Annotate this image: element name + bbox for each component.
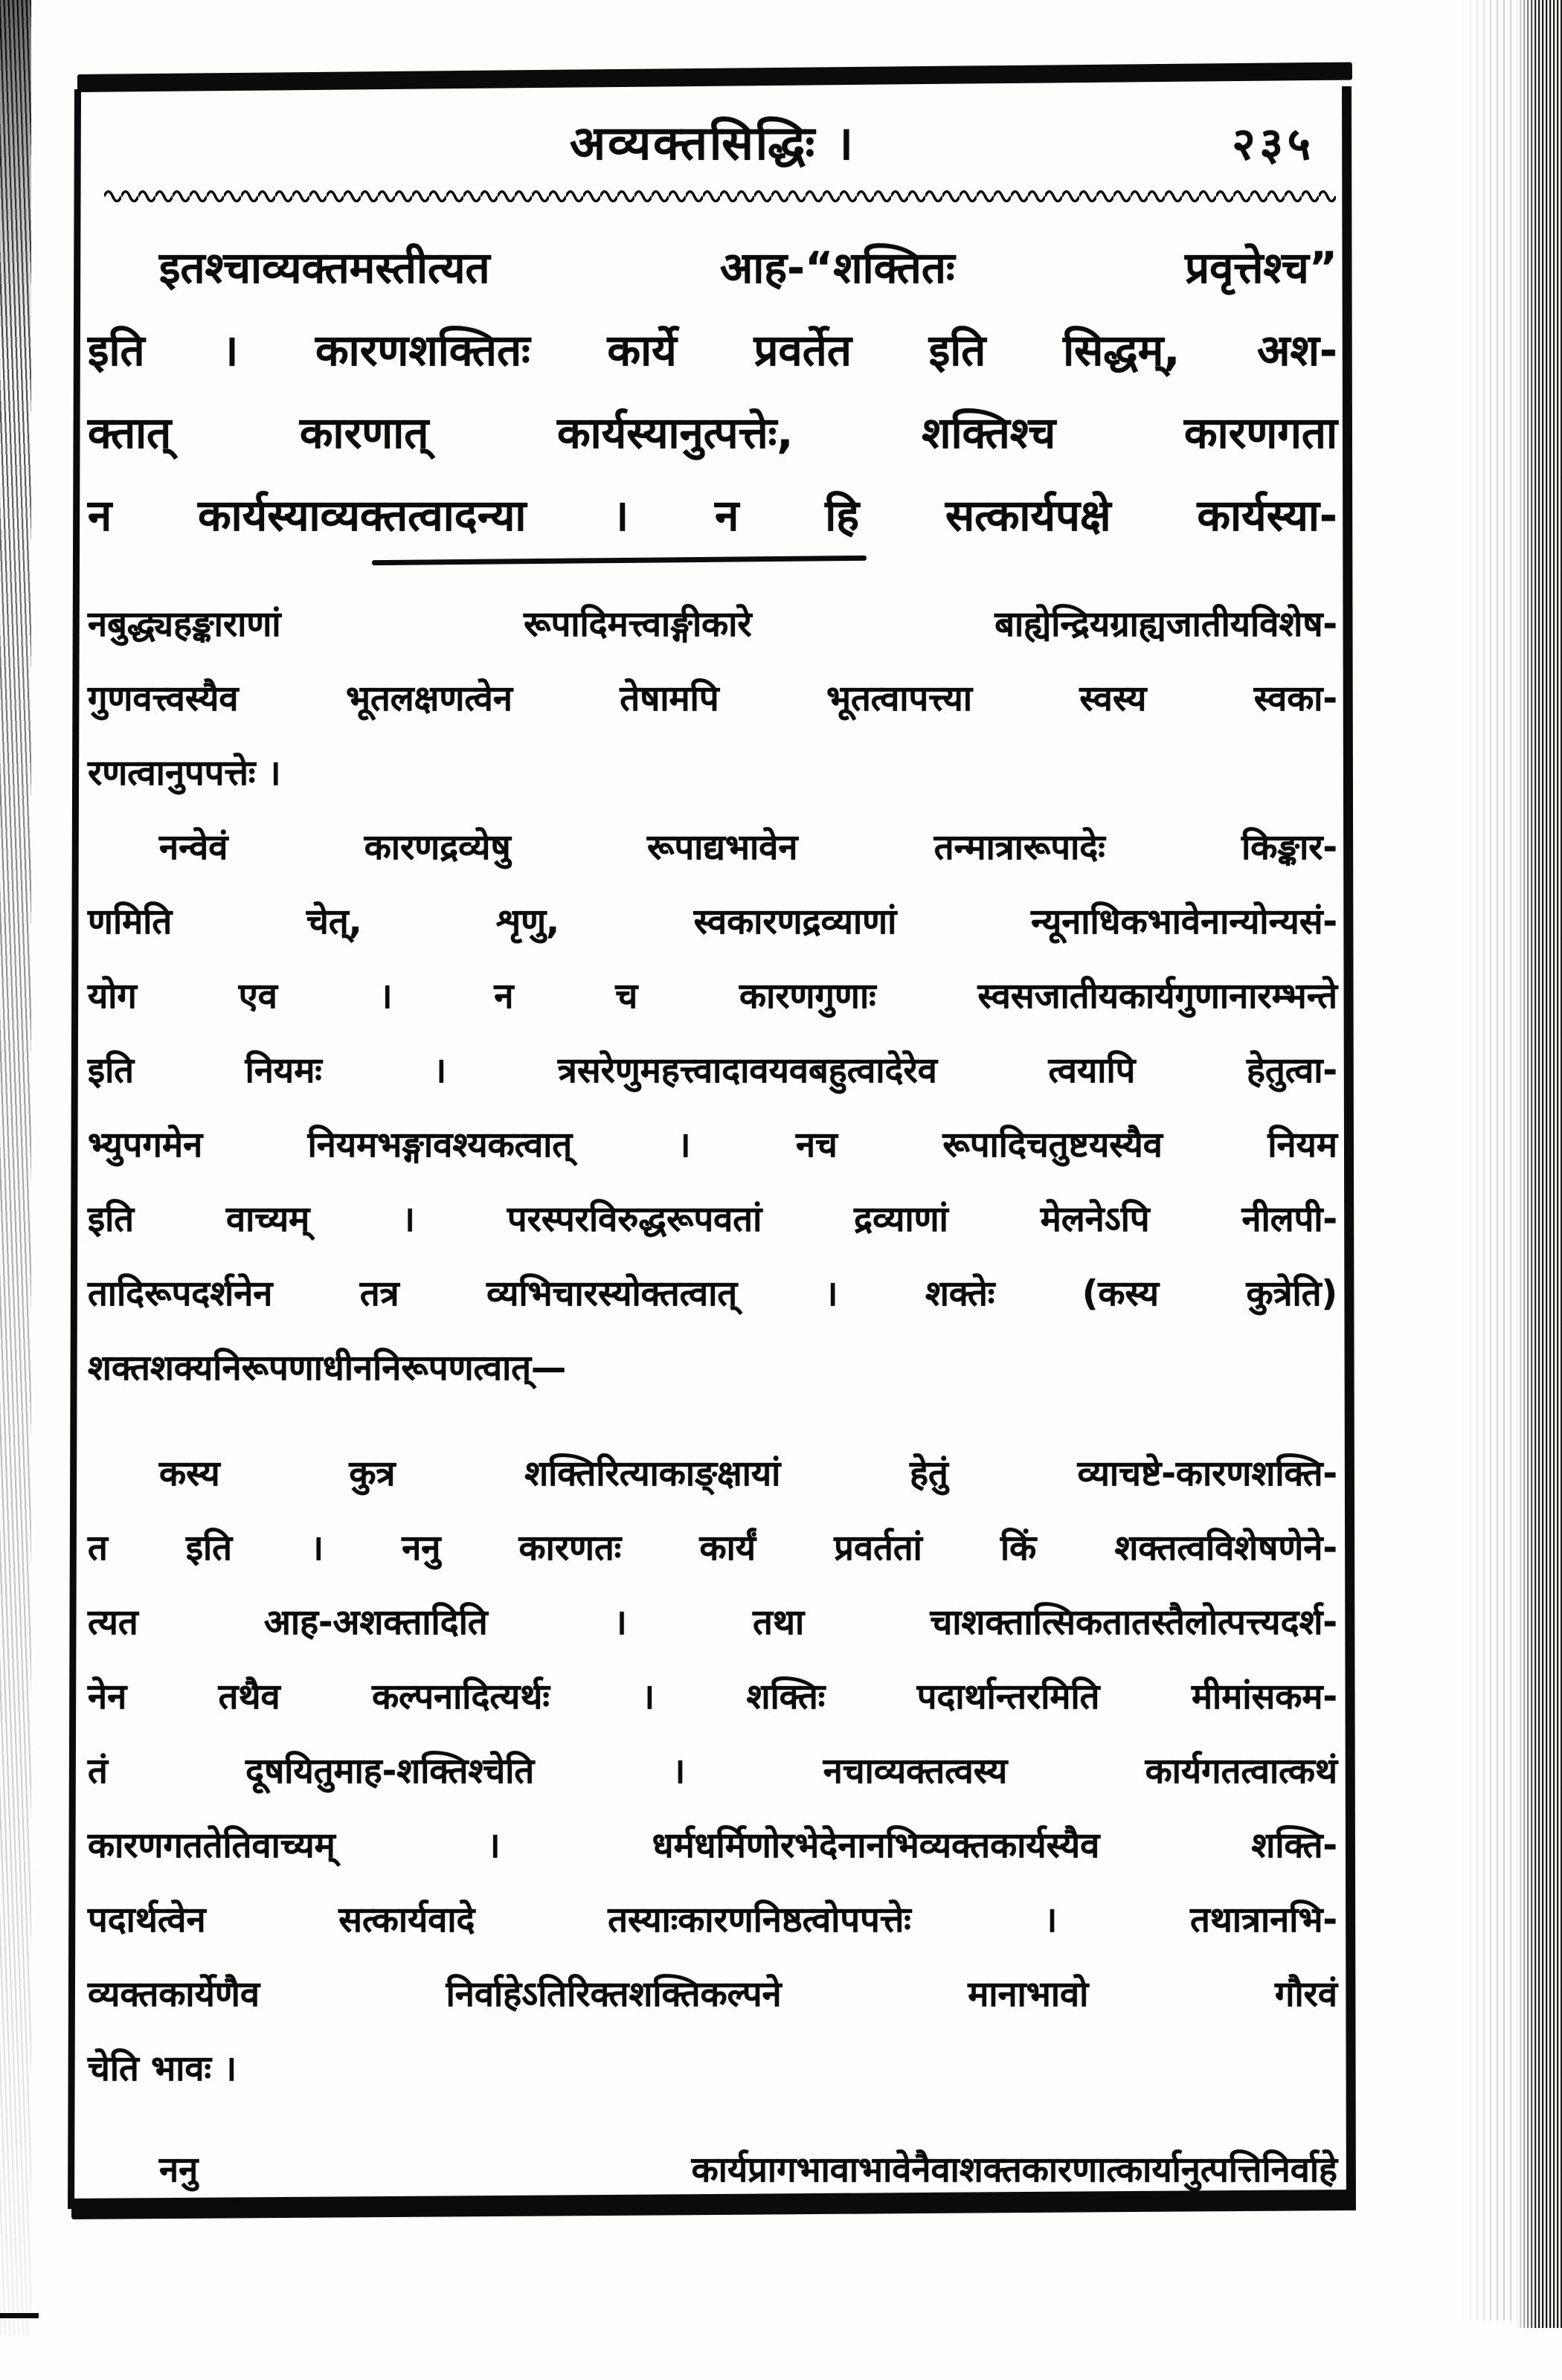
commentary-line-1: गुणवत्त्वस्यैव भूतलक्षणत्वेन तेषामपि भूतत्वापत्त्या स्वस्य स्वका- bbox=[88, 678, 1337, 719]
page-title: अव्यक्तसिद्धिः । bbox=[570, 116, 855, 170]
frame-top-rule bbox=[77, 62, 1352, 92]
commentary-line-18: व्यक्तकार्येणैव निर्वाहेऽतिरिक्तशक्तिकल्पने मानाभावो गौरवं bbox=[88, 1974, 1337, 2015]
commentary-line-15: तं दूषयितुमाह-शक्तिश्चेति । नचाव्यक्तत्वस्य कार्यगतत्वात्कथं bbox=[88, 1751, 1337, 1792]
commentary-line-17: पदार्थत्वेन सत्कार्यवादे तस्याःकारणनिष्ठत्वोपपत्तेः । तथात्रानभि- bbox=[88, 1900, 1337, 1940]
commentary-line-10: शक्तशक्यनिरूपणाधीननिरूपणत्वात्— bbox=[88, 1348, 567, 1389]
page-number: २३५ bbox=[1232, 118, 1315, 170]
main-text bbox=[88, 227, 1337, 557]
main-line-2: क्तात् कारणात् कार्यस्यानुत्पत्तेः, शक्तिश्च कारणगता bbox=[88, 408, 1337, 458]
scan-edge-right-inner bbox=[1456, 0, 1516, 2320]
commentary-line-20: ननु कार्यप्रागभावाभावेनैवाशक्तकारणात्कार्यानुत्पत्तिनिर्वाहे bbox=[159, 2149, 1337, 2190]
commentary-line-6: इति नियमः । त्रसरेणुमहत्त्वादावयवबहुत्वादेरेव त्वयापि हेतुत्वा- bbox=[88, 1050, 1337, 1091]
frame-left-rule bbox=[68, 89, 81, 2209]
commentary-line-9: तादिरूपदर्शनेन तत्र व्यभिचारस्योक्तत्वात् । शक्तेः (कस्य कुत्रेति) bbox=[88, 1273, 1337, 1314]
commentary-line-16: कारणगततेतिवाच्यम् । धर्मधर्मिणोरभेदेनानभिव्यक्तकार्यस्यैव शक्ति- bbox=[88, 1825, 1337, 1866]
scan-speck bbox=[0, 2313, 39, 2318]
main-line-3: न कार्यस्याव्यक्तत्वादन्या । न हि सत्कार्यपक्षे कार्यस्या- bbox=[88, 490, 1337, 541]
main-line-0: इतश्चाव्यक्तमस्तीत्यत आह-“शक्तितः प्रवृत्तेश्च” bbox=[159, 242, 1337, 293]
commentary-line-13: त्यत आह-अशक्तादिति । तथा चाशक्तात्सिकतातस्तैलोत्पत्त्यदर्श- bbox=[88, 1602, 1337, 1643]
wavy-divider bbox=[104, 186, 1336, 202]
commentary-line-7: भ्युपगमेन नियमभङ्गावश्यकत्वात् । नच रूपादिचतुष्टयस्यैव नियम bbox=[88, 1125, 1337, 1165]
commentary-text bbox=[88, 588, 1337, 2207]
scan-edge-right bbox=[1516, 0, 1562, 2328]
commentary-line-11: कस्य कुत्र शक्तिरित्याकाङ्क्षायां हेतुं व्याचष्टे-कारणशक्ति- bbox=[159, 1453, 1337, 1494]
commentary-line-5: योग एव । न च कारणगुणाः स्वसजातीयकार्यगुणानारम्भन्ते bbox=[88, 976, 1337, 1017]
commentary-line-14: नेन तथैव कल्पनादित्यर्थः । शक्तिः पदार्थान्तरमिति मीमांसकम- bbox=[88, 1676, 1337, 1717]
main-line-1: इति । कारणशक्तितः कार्ये प्रवर्तेत इति सिद्धम्, अश- bbox=[88, 325, 1337, 376]
commentary-line-0: नबुद्ध्यहङ्काराणां रूपादिमत्त्वाङ्गीकारे बाह्येन्द्रियग्राह्यजातीयविशेष- bbox=[88, 604, 1337, 645]
frame-right-rule bbox=[1342, 86, 1356, 2210]
commentary-line-2: रणत्वानुपपत्तेः । bbox=[88, 753, 281, 794]
commentary-line-8: इति वाच्यम् । परस्परविरुद्धरूपवतां द्रव्याणां मेलनेऽपि नीलपी- bbox=[88, 1199, 1337, 1240]
scan-edge-left bbox=[0, 0, 31, 2335]
commentary-line-12: त इति । ननु कारणतः कार्यं प्रवर्ततां किं शक्तत्वविशेषणेने- bbox=[88, 1528, 1337, 1569]
commentary-line-4: णमिति चेत्, शृणु, स्वकारणद्रव्याणां न्यूनाधिकभावेनान्योन्यसं- bbox=[88, 901, 1337, 942]
commentary-line-3: नन्वेवं कारणद्रव्येषु रूपाद्यभावेन तन्मात्रारूपादेः किङ्कार- bbox=[159, 827, 1337, 868]
page-header bbox=[88, 110, 1337, 173]
commentary-line-19: चेति भावः । bbox=[88, 2048, 237, 2089]
